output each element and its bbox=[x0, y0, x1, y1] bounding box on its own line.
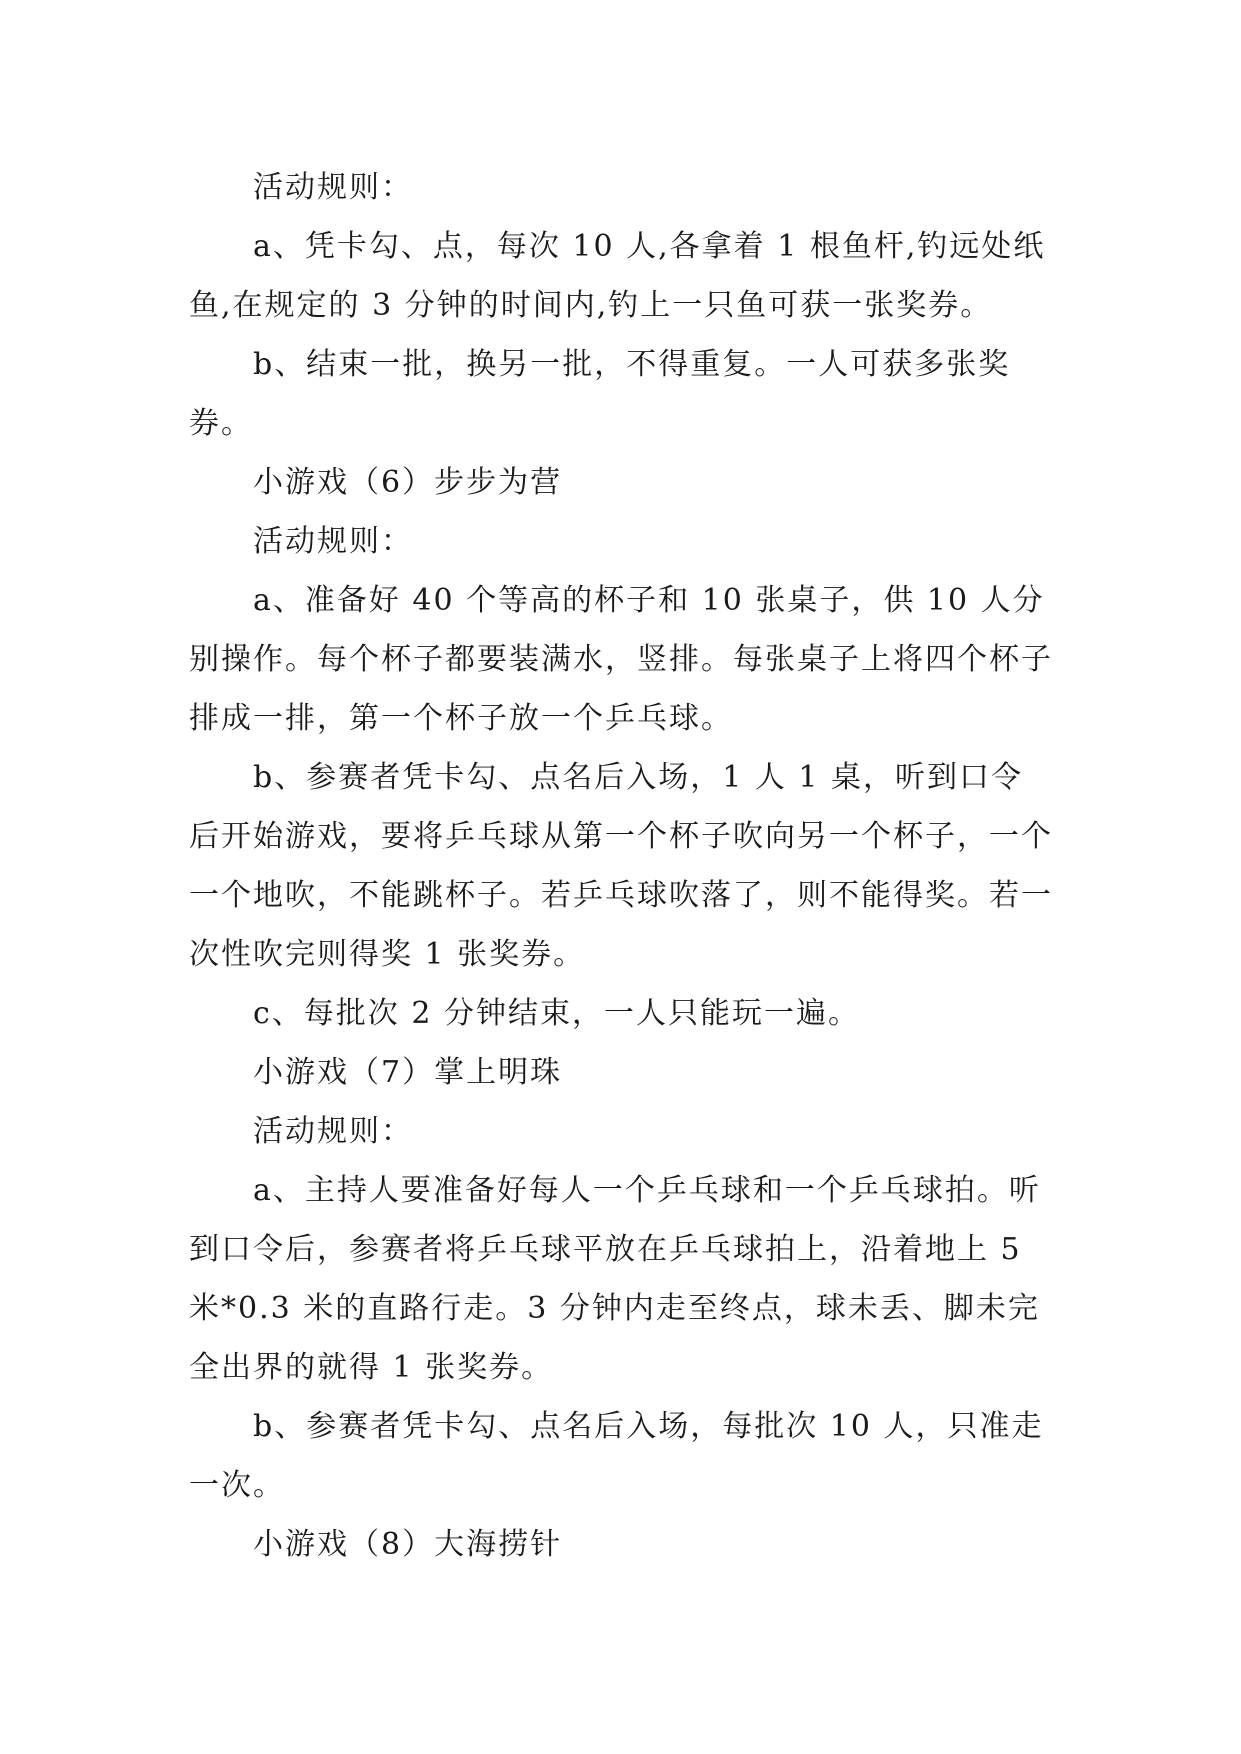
game-7-title: 小游戏（7）掌上明珠 bbox=[253, 1055, 563, 1090]
paragraph-rule-a: a、准备好 40 个等高的杯子和 10 张桌子，供 10 人分别操作。每个杯子都要装满水，竖排。每张桌子上将四个杯子排成一排，第一个杯子放一个乒乓球。 bbox=[189, 583, 1053, 736]
paragraph-rule-b: b、参赛者凭卡勾、点名后入场，每批次 10 人，只准走一次。 bbox=[189, 1409, 1044, 1503]
game-8-title: 小游戏（8）大海捞针 bbox=[253, 1527, 563, 1562]
paragraph-rule-c: c、每批次 2 分钟结束，一人只能玩一遍。 bbox=[253, 996, 860, 1031]
paragraph-rule-b: b、参赛者凭卡勾、点名后入场，1 人 1 桌，听到口令后开始游戏，要将乒乓球从第一个杯子吹向另一个杯子，一个一个地吹，不能跳杯子。若乒乓球吹落了，则不能得奖。若一次性吹完则得奖 1 张奖券。 bbox=[189, 760, 1053, 972]
game-6-title: 小游戏（6）步步为营 bbox=[253, 465, 563, 500]
paragraph-rule-b: b、结束一批，换另一批，不得重复。一人可获多张奖券。 bbox=[189, 347, 1011, 441]
paragraph-rule-a: a、凭卡勾、点，每次 10 人,各拿着 1 根鱼杆,钓远处纸鱼,在规定的 3 分钟的时间内,钓上一只鱼可获一张奖券。 bbox=[189, 229, 1046, 323]
paragraph-rules-heading: 活动规则： bbox=[253, 524, 413, 559]
paragraph-rules-heading: 活动规则： bbox=[253, 1114, 413, 1149]
paragraph-rules-heading: 活动规则： bbox=[253, 170, 413, 205]
document-body bbox=[189, 158, 1053, 1574]
paragraph-rule-a: a、主持人要准备好每人一个乒乓球和一个乒乓球拍。听到口令后，参赛者将乒乓球平放在乒乓球拍上，沿着地上 5 米*0.3 米的直路行走。3 分钟内走至终点，球未丢、脚未完全出界的就得 1 张奖券。 bbox=[189, 1173, 1041, 1385]
